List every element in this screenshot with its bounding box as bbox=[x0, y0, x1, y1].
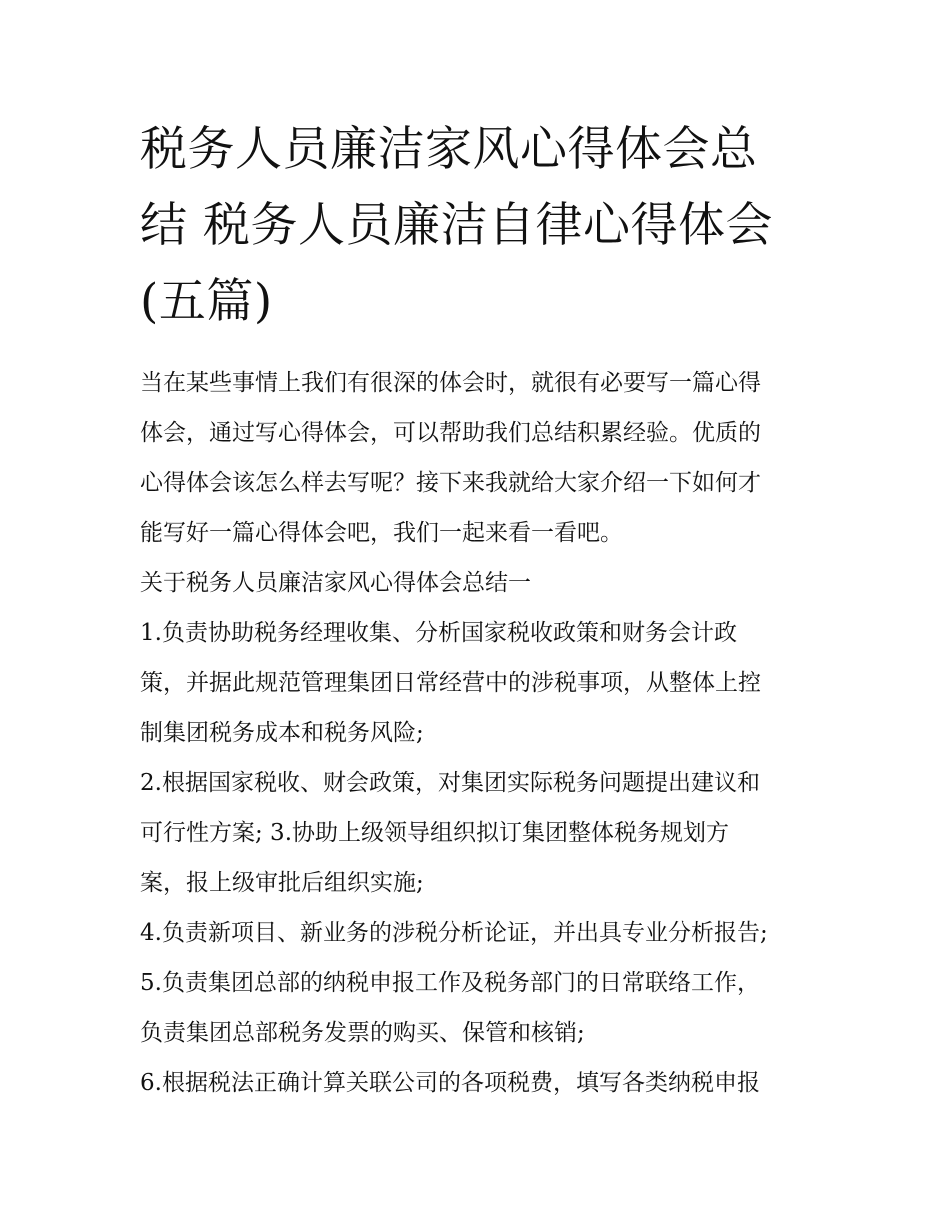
text-line: 2.根据国家税收、财会政策，对集团实际税务问题提出建议和 bbox=[140, 770, 760, 796]
text-line: 案，报上级审批后组织实施; bbox=[140, 870, 424, 896]
text-line: 策，并据此规范管理集团日常经营中的涉税事项，从整体上控 bbox=[140, 670, 761, 696]
text-line: 可行性方案; 3.协助上级领导组织拟订集团整体税务规划方 bbox=[140, 820, 730, 846]
text-line: 5.负责集团总部的纳税申报工作及税务部门的日常联络工作， bbox=[140, 970, 760, 996]
document-body bbox=[140, 358, 820, 1108]
text-line: 能写好一篇心得体会吧，我们一起来看一看吧。 bbox=[140, 520, 623, 546]
title-line: 结 税务人员廉洁自律心得体会 bbox=[140, 198, 773, 253]
text-line: 当在某些事情上我们有很深的体会时，就很有必要写一篇心得 bbox=[140, 370, 761, 396]
text-line: 体会，通过写心得体会，可以帮助我们总结积累经验。优质的 bbox=[140, 420, 761, 446]
text-line: 制集团税务成本和税务风险; bbox=[140, 720, 424, 746]
list-item-5 bbox=[140, 958, 820, 1058]
text-line: 1.负责协助税务经理收集、分析国家税收政策和财务会计政 bbox=[140, 620, 737, 646]
list-item-6 bbox=[140, 1058, 820, 1108]
text-line: 负责集团总部税务发票的购买、保管和核销; bbox=[140, 1020, 585, 1046]
title-line: 税务人员廉洁家风心得体会总 bbox=[140, 122, 758, 177]
document-content bbox=[140, 112, 820, 1108]
list-item-1 bbox=[140, 608, 820, 758]
list-item-2 bbox=[140, 758, 820, 908]
section-heading: 关于税务人员廉洁家风心得体会总结一 bbox=[140, 570, 531, 596]
text-line: 心得体会该怎么样去写呢？接下来我就给大家介绍一下如何才 bbox=[140, 470, 761, 496]
title-line: (五篇) bbox=[140, 274, 273, 329]
text-line: 6.根据税法正确计算关联公司的各项税费，填写各类纳税申报 bbox=[140, 1070, 760, 1096]
document-title bbox=[140, 112, 820, 340]
text-line: 4.负责新项目、新业务的涉税分析论证，并出具专业分析报告; bbox=[140, 920, 768, 946]
intro-paragraph bbox=[140, 358, 820, 558]
list-item-4 bbox=[140, 908, 820, 958]
